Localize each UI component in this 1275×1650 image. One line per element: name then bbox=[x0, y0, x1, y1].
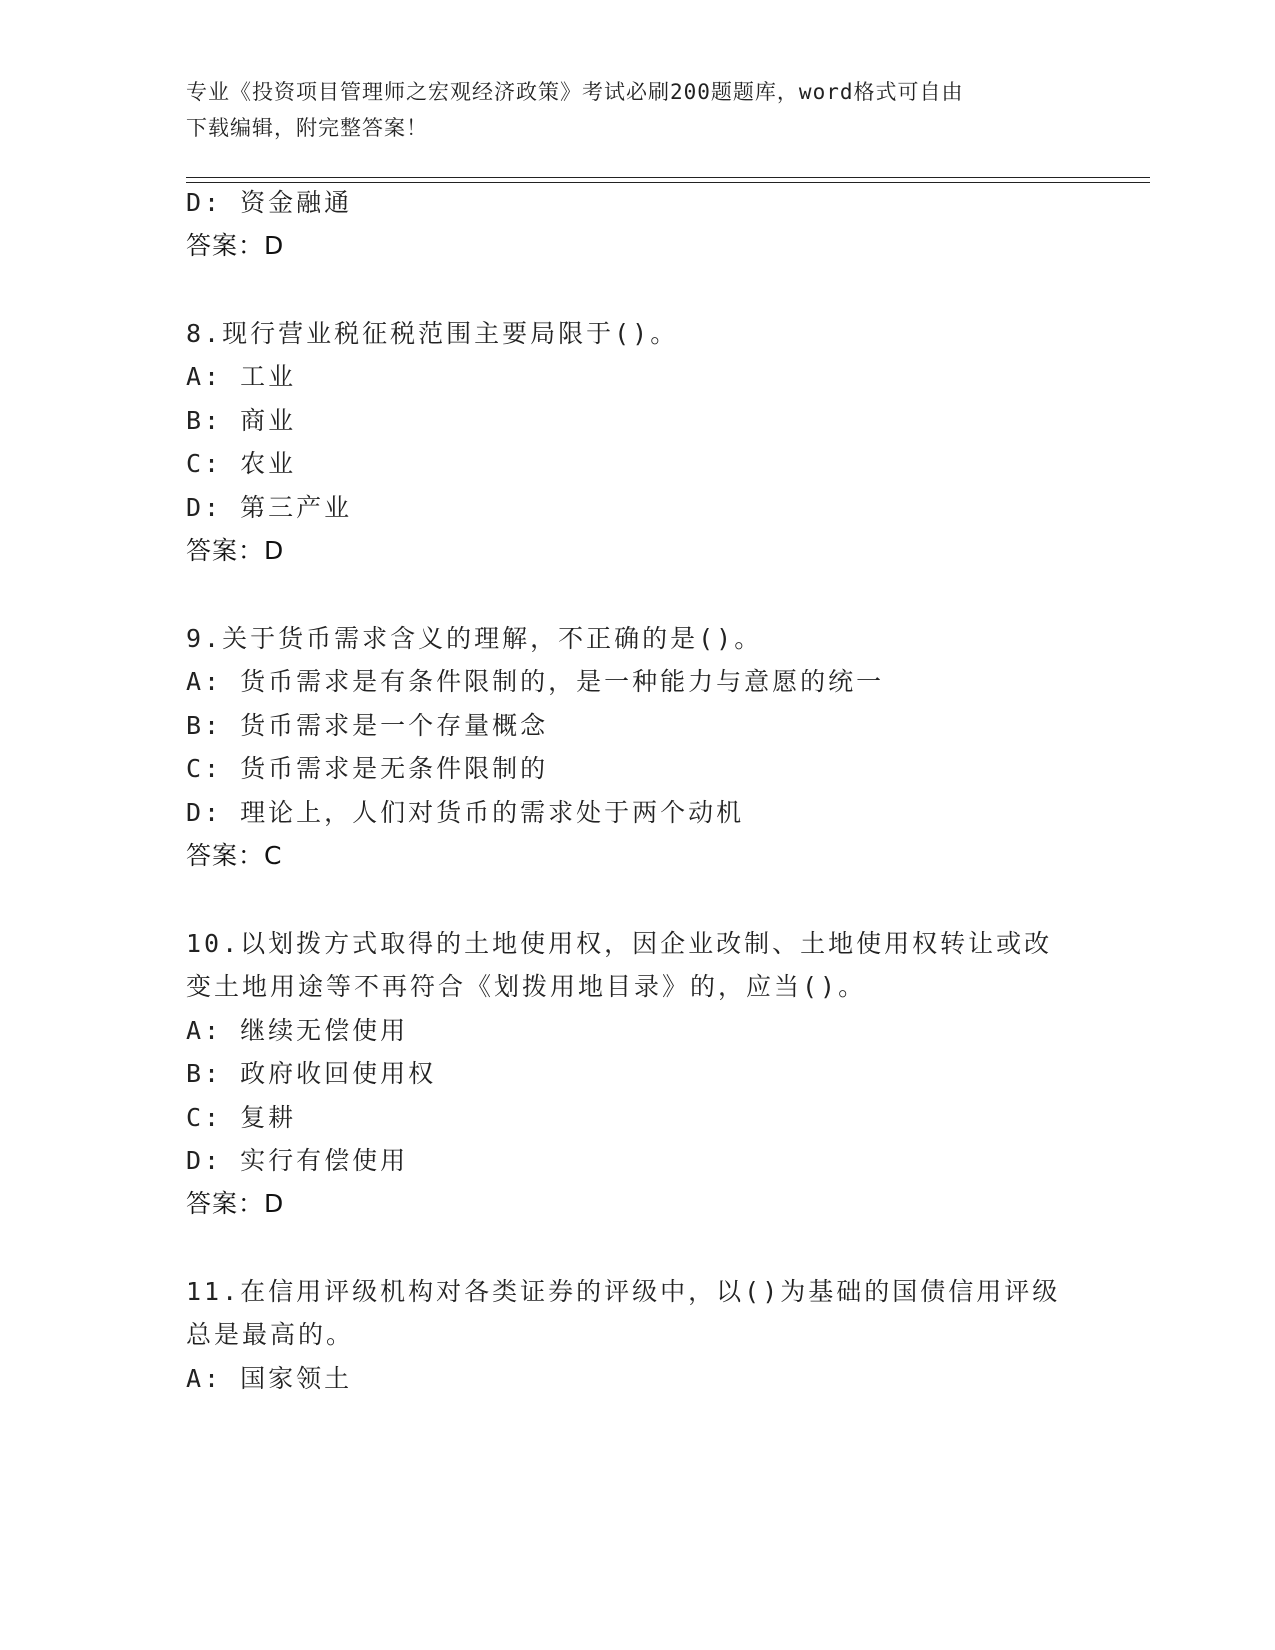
q9-option-a: A: 货币需求是有条件限制的，是一种能力与意愿的统一 bbox=[186, 667, 885, 696]
q11-option-a: A: 国家领土 bbox=[186, 1364, 353, 1393]
q10-question-line-2: 变土地用途等不再符合《划拨用地目录》的，应当()。 bbox=[186, 972, 867, 1001]
q9-option-c: C: 货币需求是无条件限制的 bbox=[186, 754, 549, 783]
q7-option-d: D: 资金融通 bbox=[186, 188, 353, 217]
q8-answer: 答案：D bbox=[186, 536, 285, 565]
q8-option-b: B: 商业 bbox=[186, 406, 297, 435]
q9-option-d: D: 理论上，人们对货币的需求处于两个动机 bbox=[186, 798, 745, 827]
q9-answer: 答案：C bbox=[186, 841, 283, 870]
q10-answer: 答案：D bbox=[186, 1189, 285, 1218]
q10-option-b: B: 政府收回使用权 bbox=[186, 1059, 437, 1088]
q10-option-a: A: 继续无偿使用 bbox=[186, 1016, 409, 1045]
q8-option-a: A: 工业 bbox=[186, 362, 297, 391]
q8-option-c: C: 农业 bbox=[186, 449, 297, 478]
q11-question-line-2: 总是最高的。 bbox=[186, 1320, 355, 1349]
q8-option-d: D: 第三产业 bbox=[186, 493, 353, 522]
q10-option-c: C: 复耕 bbox=[186, 1103, 297, 1132]
page-header bbox=[186, 74, 1066, 146]
q10-question-line-1: 10.以划拨方式取得的土地使用权，因企业改制、土地使用权转让或改 bbox=[186, 929, 1053, 958]
q7-answer: 答案：D bbox=[186, 231, 285, 260]
q9-question: 9.关于货币需求含义的理解，不正确的是()。 bbox=[186, 624, 763, 653]
q9-option-b: B: 货币需求是一个存量概念 bbox=[186, 711, 549, 740]
q8-question: 8.现行营业税征税范围主要局限于()。 bbox=[186, 319, 679, 348]
header-title-line-1: 专业《投资项目管理师之宏观经济政策》考试必刷200题题库，word格式可自由 bbox=[186, 80, 964, 104]
q11-question-line-1: 11.在信用评级机构对各类证券的评级中，以()为基础的国债信用评级 bbox=[186, 1277, 1061, 1306]
header-title-line-2: 下载编辑，附完整答案！ bbox=[186, 116, 428, 140]
q10-option-d: D: 实行有偿使用 bbox=[186, 1146, 409, 1175]
